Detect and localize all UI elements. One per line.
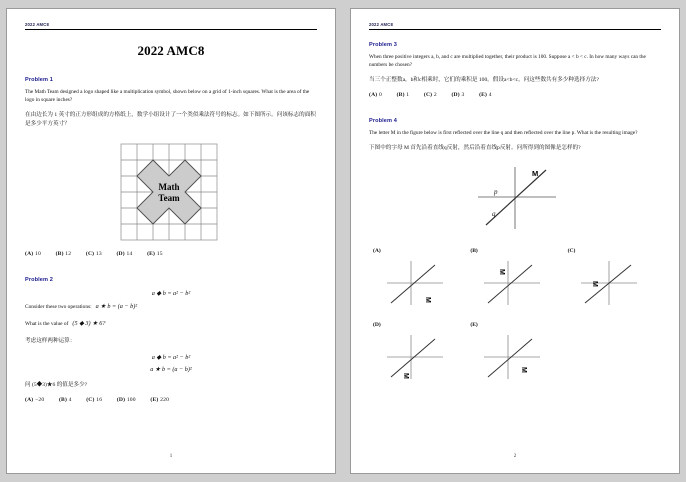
choice-a <box>25 397 44 403</box>
page-1-number: 1 <box>169 454 173 459</box>
choice-c-value: 16 <box>96 396 103 403</box>
reflection-figure <box>450 163 580 233</box>
choice-e-value: 15 <box>156 251 163 258</box>
choice-a <box>25 251 41 257</box>
problem-4-label: Problem 4 <box>369 118 397 125</box>
choice-e-value: 220 <box>160 396 170 403</box>
choice-e <box>147 251 163 257</box>
choice-a-letter: (A) <box>25 251 34 258</box>
choice-e-value: 4 <box>488 92 492 99</box>
choice-e-letter: (E) <box>479 92 488 99</box>
choice-c-value: 13 <box>95 251 102 258</box>
option-d-figure <box>377 329 459 385</box>
choice-d-value: 100 <box>126 396 136 403</box>
option-d[interactable] <box>369 313 466 385</box>
choice-d-value: 3 <box>461 92 465 99</box>
choice-a-value: −20 <box>34 396 45 403</box>
choice-c <box>86 251 102 257</box>
choice-d-value: 14 <box>126 251 133 258</box>
problem-2-question-pre: What is the value of <box>25 321 69 328</box>
option-e-letter: (E) <box>470 322 478 329</box>
choice-a-value: 10 <box>34 251 41 258</box>
choice-b-value: 1 <box>406 92 410 99</box>
choice-e <box>150 397 169 403</box>
problem-4-figure <box>369 163 661 233</box>
header-rule <box>25 29 317 30</box>
choice-e-letter: (E) <box>147 251 156 258</box>
option-c-letter-m: M <box>591 281 599 288</box>
letter-m: M <box>532 169 539 179</box>
problem-2-formula-2-inline: a ★ b = (a − b)² <box>95 303 138 311</box>
choice-c <box>424 92 437 98</box>
grid-logo-figure <box>112 140 230 244</box>
problem-2-formula-1: a ◆ b = a² − b² <box>151 354 191 362</box>
top-gap <box>369 32 661 42</box>
choice-b-value: 4 <box>68 396 72 403</box>
problem-1-english: The Math Team designed a logo shaped like a multiplication symbol, shown below on a grid of 1-inch squares. What is the area of the logo in square inches? <box>25 89 310 104</box>
choice-b-letter: (B) <box>58 396 68 403</box>
problem-3-english: When three positive integers a, b, and c are multiplied together, their product is 100. Suppose a < b < c. In how many ways can the numbers be chosen? <box>369 54 646 69</box>
choice-d-letter: (D) <box>116 396 126 403</box>
choice-a-letter: (A) <box>369 92 378 99</box>
problem-4-options <box>369 239 661 385</box>
choice-c-letter: (C) <box>423 92 433 99</box>
problem-2-formula-1-top: a ◆ b = a² − b² <box>151 290 191 298</box>
option-b-figure <box>474 255 556 311</box>
problem-2-english-lead: Consider these two operations: <box>25 303 92 310</box>
choice-d-letter: (D) <box>451 92 460 99</box>
option-d-letter-m: M <box>401 373 409 380</box>
option-d-letter: (D) <box>373 322 381 329</box>
logo-label-line2: Team <box>158 193 180 204</box>
problem-3 <box>369 42 661 98</box>
option-c-letter: (C) <box>567 248 576 255</box>
page-2-number: 2 <box>513 454 517 459</box>
option-a[interactable] <box>369 239 466 311</box>
problem-2-formula-2: a ★ b = (a − b)² <box>150 365 192 373</box>
option-c-figure <box>571 255 653 311</box>
choice-a-value: 0 <box>378 92 382 99</box>
option-c[interactable] <box>564 239 661 311</box>
problem-2-question-expr: (5 ◆ 3) ★ 6? <box>72 320 106 328</box>
problem-4-english: The letter M in the figure below is first reflected over the line q and then reflected over the line p. What is the resulting image? <box>369 130 638 137</box>
problem-1-label: Problem 1 <box>25 77 53 84</box>
choice-b-letter: (B) <box>396 92 405 99</box>
problem-4-chinese: 下图中的字母 M 首先沿着直线q反射，然后沿着直线p反射。问所得到的图像是怎样的? <box>369 144 581 151</box>
choice-b <box>59 397 72 403</box>
option-e-letter-m: M <box>519 367 527 374</box>
choice-d <box>117 397 136 403</box>
problem-3-label: Problem 3 <box>369 42 397 49</box>
problem-2-lead-row <box>25 301 317 312</box>
page-1 <box>6 8 336 474</box>
page-title: 2022 AMC8 <box>137 43 205 59</box>
header-rule <box>369 29 661 30</box>
problem-4 <box>369 118 661 385</box>
choice-b-letter: (B) <box>55 251 64 258</box>
problem-2-choices <box>25 397 317 403</box>
problem-1-figure <box>25 140 317 244</box>
option-a-letter: (A) <box>373 248 381 255</box>
choice-c-letter: (C) <box>86 396 95 403</box>
choice-b <box>56 251 72 257</box>
option-b[interactable] <box>466 239 563 311</box>
line-p-label: p <box>494 188 498 197</box>
choice-c-letter: (C) <box>85 251 95 258</box>
choice-e <box>479 92 492 98</box>
choice-d-letter: (D) <box>116 251 125 258</box>
problem-1 <box>25 77 317 257</box>
problem-1-chinese: 在由边长为 1 英寸的正方形组成的方格纸上，数学小组设计了一个类似乘法符号的标志。如下图所示。问该标志的面积是多少平方英寸？ <box>25 111 316 128</box>
option-b-letter: (B) <box>470 248 478 255</box>
choice-e-letter: (E) <box>150 396 159 403</box>
problem-2-question-row <box>25 318 317 329</box>
running-header: 2022 AMC8 <box>25 22 49 27</box>
problem-2-chinese-question: 问 (5◆3)★6 的值是多少? <box>25 381 88 388</box>
option-a-figure <box>377 255 459 311</box>
line-q-label: q <box>492 210 496 219</box>
choice-a-letter: (A) <box>25 396 34 403</box>
choice-b-value: 12 <box>65 251 72 258</box>
running-header: 2022 AMC8 <box>369 22 393 27</box>
option-b-letter-m: M <box>497 269 505 276</box>
problem-gap <box>25 257 317 277</box>
page-2 <box>350 8 680 474</box>
choice-c-value: 2 <box>433 92 437 99</box>
problem-2-label: Problem 2 <box>25 277 53 284</box>
problem-gap <box>369 98 661 118</box>
option-e-figure <box>474 329 556 385</box>
problem-2-chinese-lead: 考虑这样两种运算： <box>25 337 76 344</box>
choice-a <box>369 92 382 98</box>
problem-2 <box>25 277 317 402</box>
option-e[interactable] <box>466 313 563 385</box>
option-a-letter-m: M <box>423 297 431 304</box>
choice-b <box>397 92 410 98</box>
option-spacer <box>564 313 661 385</box>
logo-label-line1: Math <box>158 182 180 193</box>
choice-d <box>451 92 464 98</box>
choice-c <box>86 397 102 403</box>
choice-d <box>116 251 132 257</box>
problem-3-chinese: 当三个正整数a，b和c相乘时，它们的乘积是 100。假设a<b<c。问这些数共有多少种选择方法? <box>369 76 599 83</box>
